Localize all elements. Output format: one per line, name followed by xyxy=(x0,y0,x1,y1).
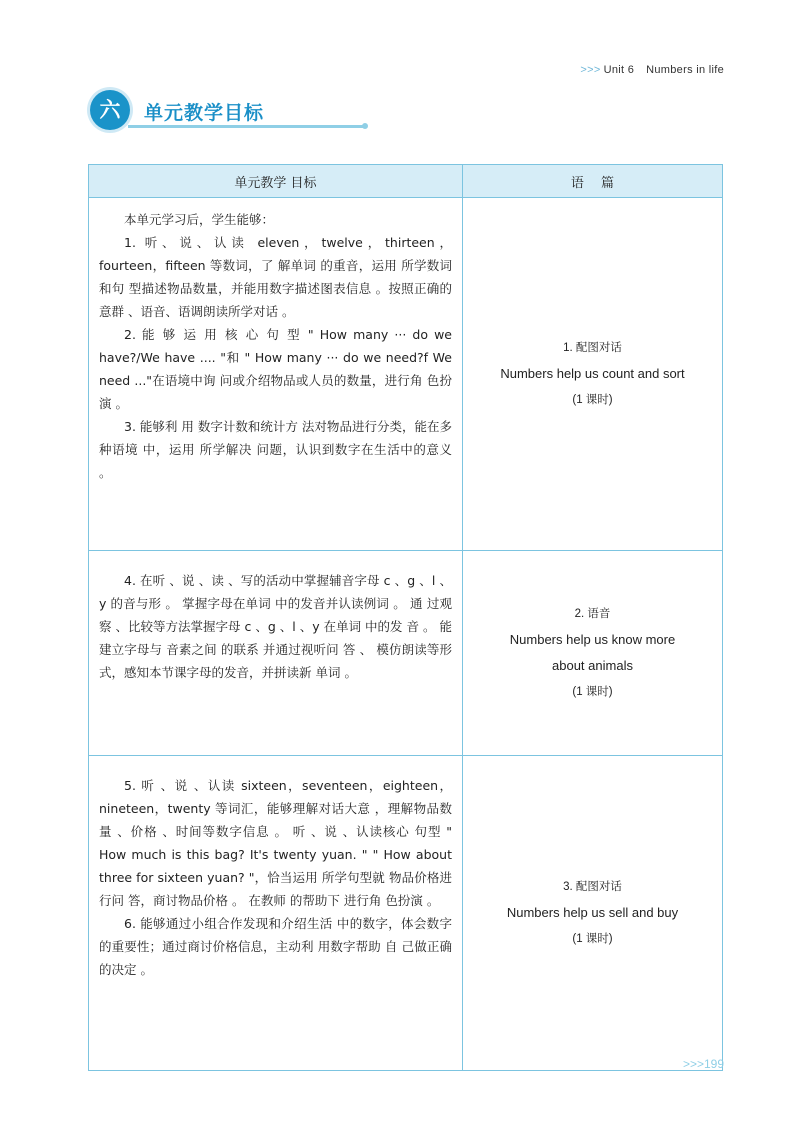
text-number: 2. 语音 xyxy=(574,608,611,620)
unit-goals-table xyxy=(88,164,723,1071)
running-head-title: Numbers in life xyxy=(646,64,724,76)
goal-paragraph: 2. 能 够 运 用 核 心 句 型 " How many ··· do we have?/We have .... "和 " How many ··· do we need?f We need ..."在语境中询 问或介绍物品或人员的数量，进行角 色扮演 。 xyxy=(99,327,452,411)
table-header-row xyxy=(89,165,723,198)
goals-cell xyxy=(89,756,463,1071)
text-title: Numbers help us know more about animals xyxy=(509,632,676,673)
header-texts: 语 篇 xyxy=(463,165,723,198)
section-title-underline xyxy=(128,125,364,128)
table-row xyxy=(89,756,723,1071)
running-head-arrows: >>> xyxy=(580,64,601,76)
goals-cell xyxy=(89,198,463,551)
text-title: Numbers help us sell and buy xyxy=(506,905,679,920)
goal-paragraph: 4. 在听 、说 、读 、写的活动中掌握辅音字母 c 、g 、l 、y 的音与形 。 掌握字母在单词 中的发音并认读例词 。 通 过观察 、比较等方法掌握字母 c 、g 、l 、y 在单词 中的发 音 。 能建立字母与 音素之间 的联系 并通过视听问 答 、 模仿朗读等形式，感知本节课字母的发音，并拼读新 单词 。 xyxy=(99,573,452,680)
text-number: 1. 配图对话 xyxy=(563,342,622,354)
table-row xyxy=(89,551,723,756)
running-head xyxy=(580,64,724,76)
text-cell xyxy=(463,756,723,1071)
goal-paragraph: 5. 听 、说 、认读 sixteen，seventeen，eighteen，nineteen，twenty 等词汇，能够理解对话大意 ，理解物品数量 、价格 、时间等数字信息 。 听 、说 、认读核心 句型 " How much is this bag? It's twenty yuan. " " How about three for sixteen yuan? "，恰当运用 所学句型就 物品价格进行问 答，商讨物品价格 。 在教师 的帮助下 进行角 色扮演 。 xyxy=(99,778,452,908)
text-cell xyxy=(463,198,723,551)
goal-paragraph: 3. 能够利 用 数字计数和统计方 法对物品进行分类，能在多种语境 中，运用 所学解决 问题，认识到数字在生活中的意义 。 xyxy=(99,419,452,480)
goal-paragraph: 1. 听、说、认读 eleven，twelve，thirteen，fourteen，fifteen 等数词，了 解单词 的重音，运用 所学数词和句 型描述物品数量，并能用数字描述图表信息 。按照正确的意群 、语音、语调朗读所学对话 。 xyxy=(99,235,452,319)
table-row xyxy=(89,198,723,551)
header-goals: 单元教学 目标 xyxy=(89,165,463,198)
text-number: 3. 配图对话 xyxy=(563,881,622,893)
section-title: 单元教学目标 xyxy=(144,102,265,124)
section-number-badge: 六 xyxy=(90,90,130,130)
goals-cell xyxy=(89,551,463,756)
text-cell xyxy=(463,551,723,756)
running-head-unit: Unit 6 xyxy=(603,64,635,76)
section-heading xyxy=(88,90,288,134)
goal-paragraph: 本单元学习后，学生能够： xyxy=(124,212,275,227)
goal-paragraph: 6. 能够通过小组合作发现和介绍生活 中的数字，体会数字的重要性；通过商讨价格信息，主动利 用数字帮助 自 己做正确 的决定 。 xyxy=(99,916,452,977)
text-hours: (1 课时) xyxy=(572,394,613,406)
text-title: Numbers help us count and sort xyxy=(500,366,685,381)
text-hours: (1 课时) xyxy=(572,933,613,945)
page-number: >>>199 xyxy=(682,1057,724,1071)
text-hours: (1 课时) xyxy=(572,686,613,698)
